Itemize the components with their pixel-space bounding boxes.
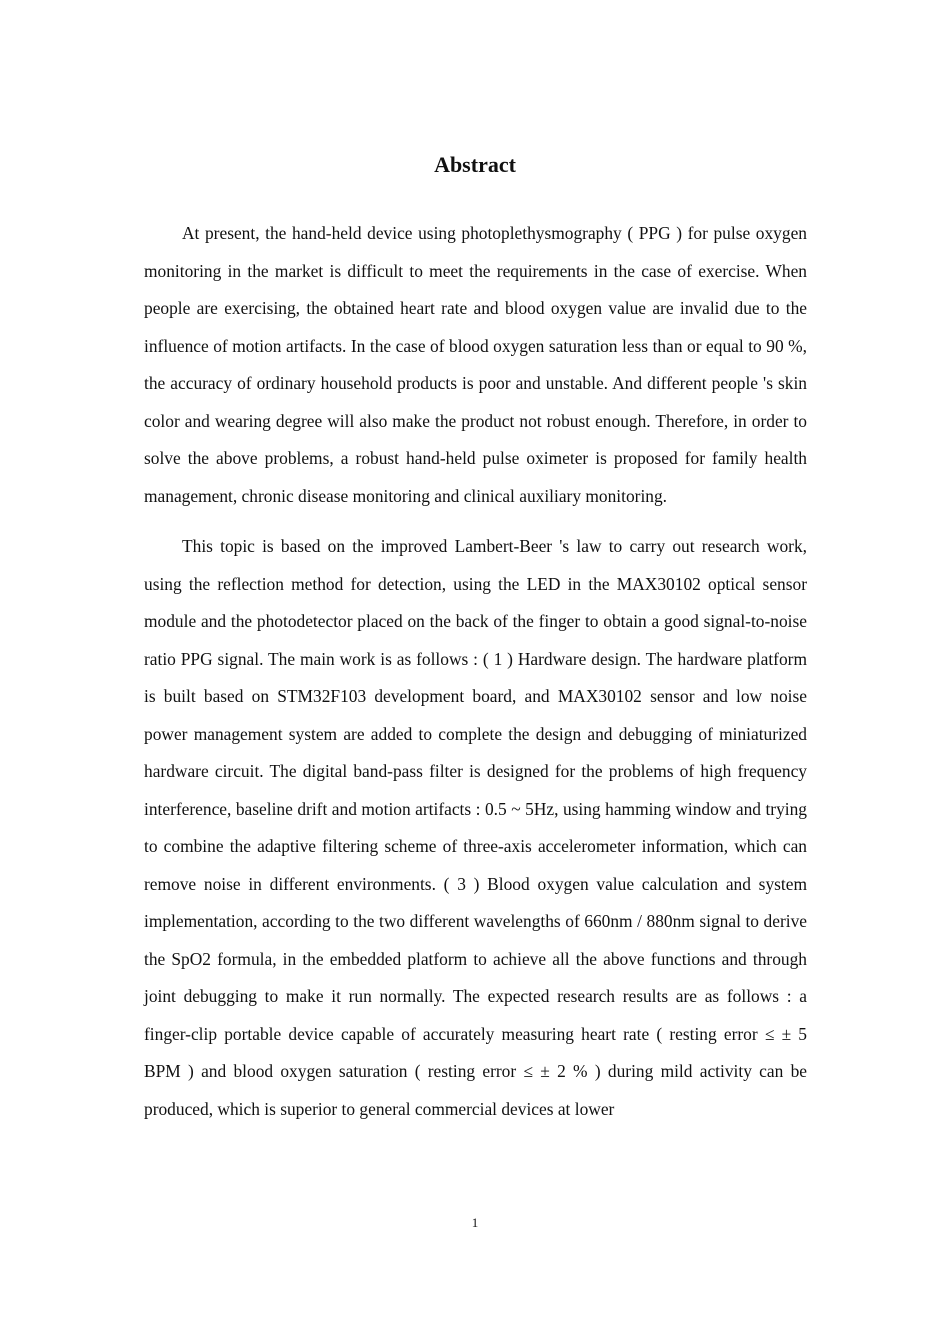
abstract-paragraph-1: At present, the hand-held device using photoplethysmography ( PPG ) for pulse oxygen monitoring in the market is difficult to meet the requirements in the case of exercise. When people are exercising, the obtained heart rate and blood oxygen value are invalid due to the influence of motion artifacts. In the case of blood oxygen saturation less than or equal to 90 %, the accuracy of ordinary household products is poor and unstable. And different people 's skin color and wearing degree will also make the product not robust enough. Therefore, in order to solve the above problems, a robust hand-held pulse oximeter is proposed for family health management, chronic disease monitoring and clinical auxiliary monitoring. <box>144 223 807 506</box>
page-number: 1 <box>471 1215 479 1230</box>
abstract-paragraph-2: This topic is based on the improved Lambert-Beer 's law to carry out research work, using the reflection method for detection, using the LED in the MAX30102 optical sensor module and the photodetector placed on the back of the finger to obtain a good signal-to-noise ratio PPG signal. The main work is as follows : ( 1 ) Hardware design. The hardware platform is built based on STM32F103 development board, and MAX30102 sensor and low noise power management system are added to complete the design and debugging of miniaturized hardware circuit. The digital band-pass filter is designed for the problems of high frequency interference, baseline drift and motion artifacts : 0.5 ~ 5Hz, using hamming window and trying to combine the adaptive filtering scheme of three-axis accelerometer information, which can remove noise in different environments. ( 3 ) Blood oxygen value calculation and system implementation, according to the two different wavelengths of 660nm / 880nm signal to derive the SpO2 formula, in the embedded platform to achieve all the above functions and through joint debugging to make it run normally. The expected research results are as follows : a finger-clip portable device capable of accurately measuring heart rate ( resting error ≤ ± 5 BPM ) and blood oxygen saturation ( resting error ≤ ± 2 % ) during mild activity can be produced, which is superior to general commercial devices at lower <box>144 536 807 1119</box>
abstract-title: Abstract <box>434 152 516 177</box>
abstract-body <box>144 215 807 1128</box>
